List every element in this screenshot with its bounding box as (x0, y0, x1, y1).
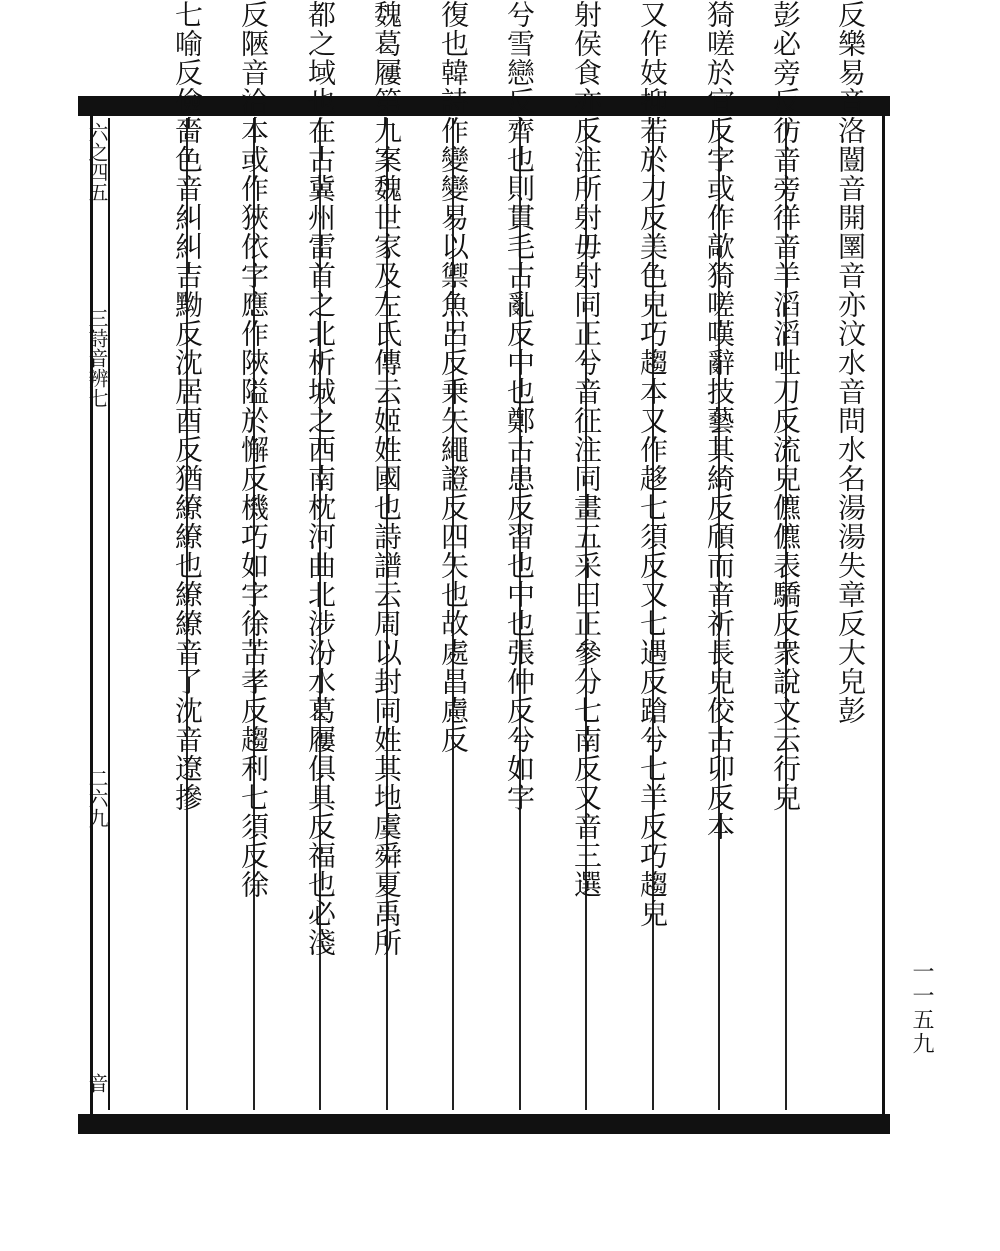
text-column-6: 兮雪戀反齊也則貫毛古亂反中也鄭古患反習也中也張仲反兮如字 (503, 0, 536, 812)
margin-strip (82, 118, 110, 1110)
text-column-11: 七喻反儉嗇色音糾糾吉黝反沈居酉反猶繚繚也繚繚音了沈音遼摻 (171, 0, 204, 812)
text-column-1: 反樂易音洛闓音開圛音亦汶水音問水名湯湯失章反大皃彭 (834, 0, 867, 725)
text-column-9: 都之域也在古冀州雷首之北析城之西南枕河曲北涉汾水葛屨俱具反福也必淺 (304, 0, 337, 957)
page-number: 一一五九 (909, 960, 934, 1056)
text-column-10: 反陿音洽本或作狹依字應作陜隘於懈反機巧如字徐苦孝反趨利七須反徐 (237, 0, 270, 899)
text-column-7: 復也韓詩作變變易以禦魚呂反乗矢繩證反四矢也故處昌慮反 (437, 0, 470, 754)
text-column-4: 又作妓抑若於力反美色皃巧趨本又作趍七須反又七遇反蹌兮七羊反巧趨皃 (636, 0, 669, 928)
bottom-border-rule (78, 1114, 890, 1134)
margin-top-label: 六之四五 (85, 122, 109, 202)
text-column-3: 猗嗟於宜反字或作歊猗嗟嘆辭技藝其綺反頎而音祈長皃佼古卯反本 (703, 0, 736, 841)
text-column-2: 彭必旁反彷音旁徉音羊滔滔吐刀反流皃儦儦表驕反衆說文云行皃 (769, 0, 802, 812)
text-column-5: 射侯食亦反注所射毋射同正兮音征注同畫五采曰正參分七南反又音三選 (570, 0, 603, 899)
margin-middle-label: 三詩音辨七 (85, 308, 109, 408)
text-column-8: 魏葛屨第九案魏世家及左氏傳云姬姓國也詩譜云周以封同姓其地虞舜夏禹所 (370, 0, 403, 957)
margin-lower-label: 二六九 (85, 768, 109, 828)
margin-bottom-label: 音 (85, 1073, 109, 1093)
